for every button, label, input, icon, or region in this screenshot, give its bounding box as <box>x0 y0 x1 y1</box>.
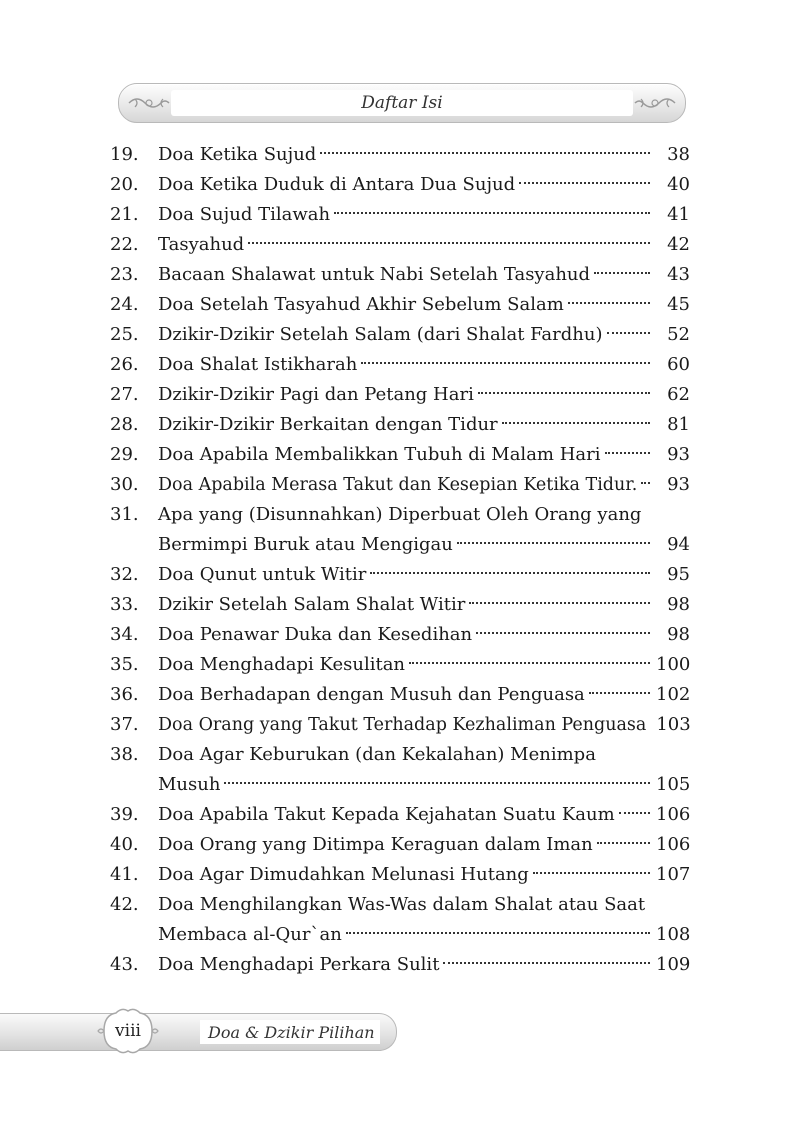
toc-entry-line <box>158 260 690 290</box>
toc-entry-line <box>158 770 690 800</box>
toc-entry-page: 62 <box>667 384 690 405</box>
toc-entry-body <box>158 500 690 560</box>
toc-entry[interactable] <box>110 470 690 500</box>
toc-entry-line <box>158 560 690 590</box>
toc-entry-number: 41. <box>110 864 139 885</box>
dot-leader <box>641 482 650 484</box>
toc-entry-body <box>158 950 690 980</box>
toc-entry-number: 29. <box>110 444 139 465</box>
toc-entry-body <box>158 260 690 290</box>
toc-entry-body <box>158 470 690 500</box>
toc-entry-number: 28. <box>110 414 139 435</box>
toc-entry-body <box>158 860 690 890</box>
toc-entry-page: 40 <box>667 174 690 195</box>
header-label-panel <box>171 90 633 116</box>
toc-entry-title: Doa Sujud Tilawah <box>158 204 331 225</box>
toc-entry[interactable] <box>110 860 690 890</box>
dot-leader <box>346 932 650 934</box>
toc-entry-title: Dzikir-Dzikir Berkaitan dengan Tidur <box>158 414 498 435</box>
footer-banner <box>0 1013 397 1051</box>
toc-entry-page: 60 <box>667 354 690 375</box>
dot-leader <box>533 872 650 874</box>
toc-entry[interactable] <box>110 320 690 350</box>
dot-leader <box>370 572 650 574</box>
book-title: Doa & Dzikir Pilihan <box>208 1022 375 1042</box>
header-banner <box>118 83 686 123</box>
dot-leader <box>568 302 650 304</box>
page-number-badge <box>96 1005 160 1057</box>
toc-entry-title: Doa Qunut untuk Witir <box>158 564 367 585</box>
toc-entry-page: 98 <box>667 624 690 645</box>
toc-entry-body <box>158 740 690 800</box>
toc-entry[interactable] <box>110 380 690 410</box>
toc-entry-number: 23. <box>110 264 139 285</box>
dot-leader <box>469 602 650 604</box>
toc-entry-title: Doa Agar Dimudahkan Melunasi Hutang <box>158 864 529 885</box>
toc-entry[interactable] <box>110 290 690 320</box>
toc-entry-title: Doa Agar Keburukan (dan Kekalahan) Menimpa <box>158 744 596 765</box>
toc-entry-line <box>158 350 690 380</box>
toc-entry-line <box>158 140 690 170</box>
toc-entry-line <box>158 680 690 710</box>
toc-entry-number: 35. <box>110 654 139 675</box>
toc-entry-page: 102 <box>656 684 691 705</box>
running-header-title: Daftar Isi <box>361 93 443 113</box>
toc-entry[interactable] <box>110 800 690 830</box>
toc-entry-body <box>158 170 690 200</box>
toc-entry-page: 45 <box>667 294 690 315</box>
toc-entry-page: 42 <box>667 234 690 255</box>
toc-entry-number: 34. <box>110 624 139 645</box>
toc-entry-page: 100 <box>656 654 691 675</box>
toc-entry-body <box>158 230 690 260</box>
toc-entry-line <box>158 410 690 440</box>
toc-entry-line <box>158 590 690 620</box>
toc-entry-line <box>158 440 690 470</box>
toc-entry-line <box>158 170 690 200</box>
toc-entry-number: 24. <box>110 294 139 315</box>
toc-entry-body <box>158 590 690 620</box>
toc-entry-page: 93 <box>667 444 690 465</box>
toc-entry[interactable] <box>110 950 690 980</box>
toc-entry-body <box>158 290 690 320</box>
toc-entry-title: Doa Ketika Duduk di Antara Dua Sujud <box>158 174 516 195</box>
toc-entry-body <box>158 800 690 830</box>
toc-entry-page: 81 <box>667 414 690 435</box>
toc-entry-title: Membaca al-Qur`an <box>158 924 342 945</box>
toc-entry-title: Dzikir-Dzikir Setelah Salam (dari Shalat Fardhu) <box>158 324 603 345</box>
toc-entry-title: Dzikir-Dzikir Pagi dan Petang Hari <box>158 384 474 405</box>
toc-entry[interactable] <box>110 200 690 230</box>
toc-entry-line <box>158 710 690 740</box>
dot-leader <box>502 422 650 424</box>
toc-entry[interactable] <box>110 350 690 380</box>
toc-entry-body <box>158 620 690 650</box>
toc-entry-body <box>158 560 690 590</box>
toc-entry-line <box>158 530 690 560</box>
toc-entry-line <box>158 650 690 680</box>
toc-entry-title: Doa Apabila Merasa Takut dan Kesepian Ketika Tidur. <box>158 475 638 495</box>
toc-entry-line <box>158 800 690 830</box>
page-number: viii <box>115 1021 141 1041</box>
toc-entry[interactable] <box>110 680 690 710</box>
toc-entry[interactable] <box>110 440 690 470</box>
toc-entry-line <box>158 860 690 890</box>
dot-leader <box>443 962 650 964</box>
toc-entry-line <box>158 920 690 950</box>
toc-entry-page: 98 <box>667 594 690 615</box>
toc-entry-title: Doa Penawar Duka dan Kesedihan <box>158 624 473 645</box>
toc-entry[interactable] <box>110 170 690 200</box>
footer-label-panel <box>200 1020 380 1044</box>
dot-leader <box>409 662 650 664</box>
toc-entry-title: Doa Menghadapi Kesulitan <box>158 654 406 675</box>
toc-entry[interactable] <box>110 500 690 560</box>
dot-leader <box>334 212 650 214</box>
toc-entry-line <box>158 950 690 980</box>
toc-entry-title: Doa Shalat Istikharah <box>158 354 358 375</box>
toc-entry[interactable] <box>110 260 690 290</box>
toc-entry-title: Apa yang (Disunnahkan) Diperbuat Oleh Orang yang <box>158 504 642 525</box>
toc-entry-number: 43. <box>110 954 139 975</box>
toc-entry-title: Doa Setelah Tasyahud Akhir Sebelum Salam <box>158 294 564 315</box>
table-of-contents <box>110 140 690 980</box>
toc-entry-number: 20. <box>110 174 139 195</box>
toc-entry-number: 19. <box>110 144 139 165</box>
toc-entry-number: 40. <box>110 834 139 855</box>
toc-entry-line <box>158 620 690 650</box>
toc-entry-line <box>158 230 690 260</box>
toc-entry-title: Doa Orang yang Ditimpa Keraguan dalam Iman <box>158 834 593 855</box>
ornament-icon <box>633 93 677 113</box>
dot-leader <box>248 242 650 244</box>
toc-entry-title: Bermimpi Buruk atau Mengigau <box>158 534 453 555</box>
toc-entry[interactable] <box>110 650 690 680</box>
toc-entry-page: 103 <box>656 714 691 735</box>
toc-entry-page: 108 <box>656 924 691 945</box>
toc-entry-title: Doa Apabila Membalikkan Tubuh di Malam Hari <box>158 444 601 465</box>
toc-entry-page: 95 <box>667 564 690 585</box>
toc-entry-body <box>158 380 690 410</box>
toc-entry-number: 25. <box>110 324 139 345</box>
toc-entry[interactable] <box>110 560 690 590</box>
toc-entry[interactable] <box>110 710 690 740</box>
toc-entry-body <box>158 320 690 350</box>
dot-leader <box>361 362 650 364</box>
toc-entry-title: Doa Menghadapi Perkara Sulit <box>158 954 440 975</box>
toc-entry-title: Doa Orang yang Takut Terhadap Kezhaliman Penguasa <box>158 715 647 735</box>
toc-entry-body <box>158 650 690 680</box>
toc-entry-number: 36. <box>110 684 139 705</box>
toc-entry-number: 39. <box>110 804 139 825</box>
toc-entry-page: 43 <box>667 264 690 285</box>
toc-entry-number: 31. <box>110 504 139 525</box>
toc-entry-number: 26. <box>110 354 139 375</box>
toc-entry-page: 106 <box>656 804 691 825</box>
toc-entry[interactable] <box>110 740 690 800</box>
toc-entry-number: 21. <box>110 204 139 225</box>
toc-entry-number: 22. <box>110 234 139 255</box>
toc-entry-line <box>158 380 690 410</box>
toc-entry-page: 107 <box>656 864 691 885</box>
toc-entry-body <box>158 200 690 230</box>
toc-entry-body <box>158 350 690 380</box>
toc-entry-title: Doa Ketika Sujud <box>158 144 317 165</box>
toc-entry-title: Bacaan Shalawat untuk Nabi Setelah Tasyahud <box>158 264 591 285</box>
toc-entry-line <box>158 830 690 860</box>
toc-entry-page: 38 <box>667 144 690 165</box>
toc-entry[interactable] <box>110 620 690 650</box>
toc-entry-page: 105 <box>656 774 691 795</box>
toc-entry-page: 106 <box>656 834 691 855</box>
toc-entry-title: Doa Menghilangkan Was-Was dalam Shalat atau Saat <box>158 894 646 915</box>
toc-entry[interactable] <box>110 890 690 950</box>
dot-leader <box>597 842 650 844</box>
dot-leader <box>478 392 650 394</box>
dot-leader <box>476 632 650 634</box>
toc-entry-number: 37. <box>110 714 139 735</box>
toc-entry-title: Dzikir Setelah Salam Shalat Witir <box>158 594 466 615</box>
toc-entry[interactable] <box>110 140 690 170</box>
ornament-icon <box>127 93 171 113</box>
toc-entry[interactable] <box>110 410 690 440</box>
toc-entry-body <box>158 680 690 710</box>
toc-entry-line <box>158 200 690 230</box>
toc-entry-title: Tasyahud <box>158 234 245 255</box>
toc-entry-body <box>158 830 690 860</box>
toc-entry-line <box>158 290 690 320</box>
dot-leader <box>519 182 650 184</box>
toc-entry-page: 93 <box>667 474 690 495</box>
dot-leader <box>320 152 650 154</box>
toc-entry-number: 32. <box>110 564 139 585</box>
dot-leader <box>224 782 650 784</box>
toc-entry-number: 38. <box>110 744 139 765</box>
toc-entry[interactable] <box>110 230 690 260</box>
toc-entry-number: 42. <box>110 894 139 915</box>
toc-entry-body <box>158 440 690 470</box>
dot-leader <box>619 812 650 814</box>
toc-entry-number: 33. <box>110 594 139 615</box>
toc-entry-body <box>158 140 690 170</box>
toc-entry[interactable] <box>110 830 690 860</box>
toc-entry-title: Doa Berhadapan dengan Musuh dan Penguasa <box>158 684 585 705</box>
dot-leader <box>594 272 650 274</box>
toc-entry-line <box>158 320 690 350</box>
toc-entry-body <box>158 890 690 950</box>
toc-entry-body <box>158 710 690 740</box>
toc-entry-page: 109 <box>656 954 691 975</box>
toc-entry-page: 52 <box>667 324 690 345</box>
toc-entry-line <box>158 470 690 500</box>
toc-entry-page: 94 <box>667 534 690 555</box>
dot-leader <box>589 692 650 694</box>
toc-entry-title: Doa Apabila Takut Kepada Kejahatan Suatu Kaum <box>158 804 615 825</box>
toc-entry-body <box>158 410 690 440</box>
dot-leader <box>607 332 651 334</box>
dot-leader <box>605 452 650 454</box>
dot-leader <box>457 542 650 544</box>
toc-entry-number: 30. <box>110 474 139 495</box>
toc-entry-title: Musuh <box>158 774 221 795</box>
toc-entry-page: 41 <box>667 204 690 225</box>
toc-entry-number: 27. <box>110 384 139 405</box>
toc-entry[interactable] <box>110 590 690 620</box>
